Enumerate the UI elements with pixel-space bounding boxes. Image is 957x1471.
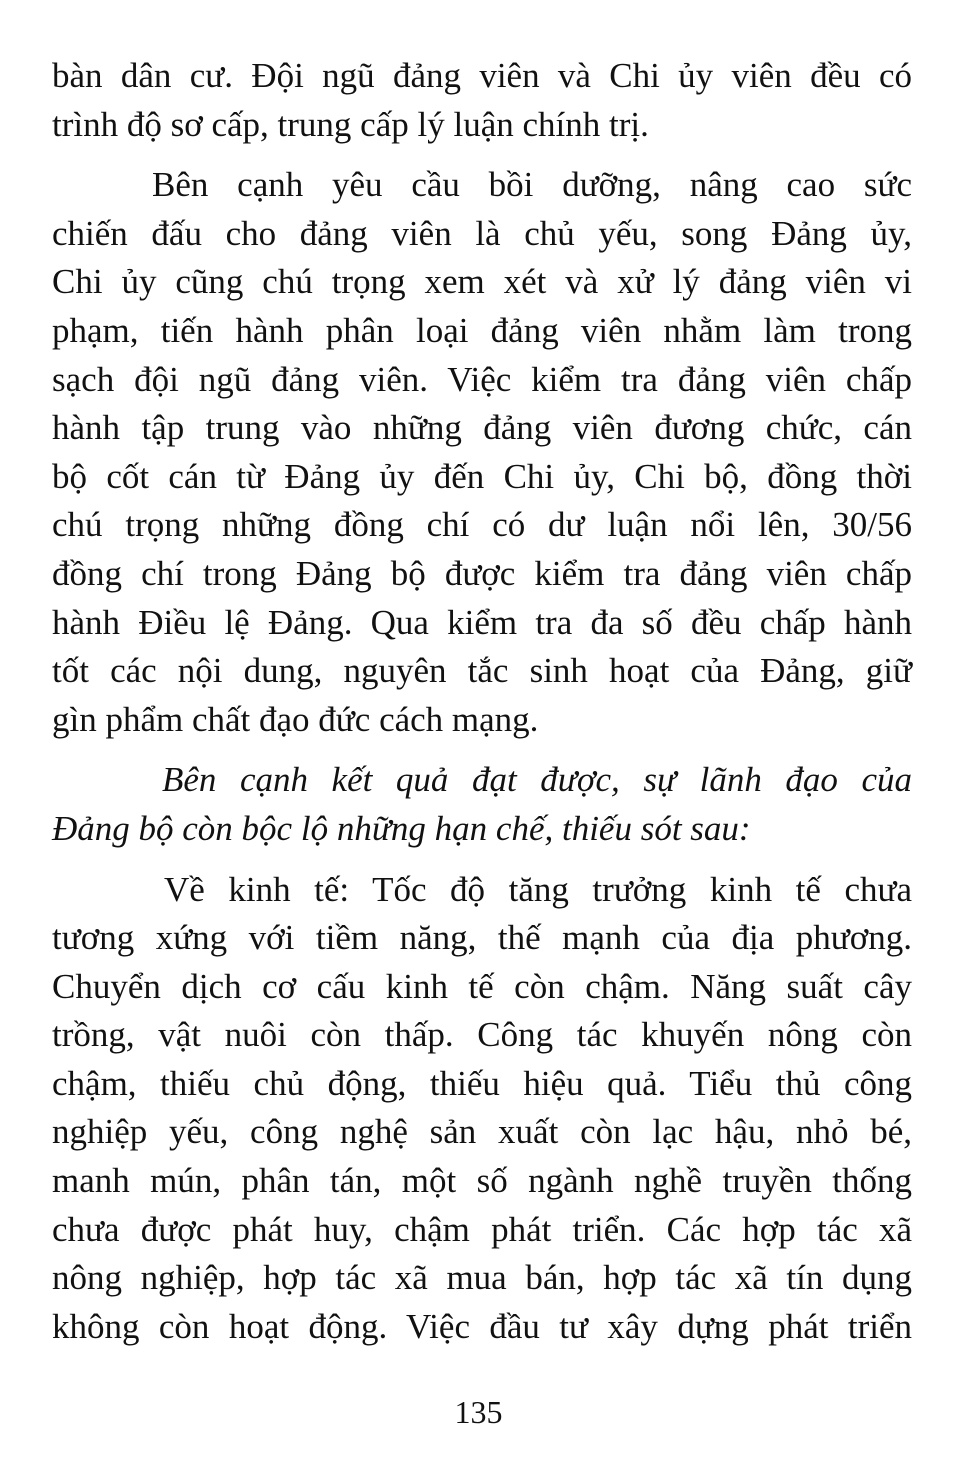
text-line: Chi ủy cũng chú trọng xem xét và xử lý đảng viên vi <box>52 262 912 302</box>
paragraph-3-italic <box>52 756 912 853</box>
text-line: bộ cốt cán từ Đảng ủy đến Chi ủy, Chi bộ, đồng thời <box>52 456 912 496</box>
text-line: tương xứng với tiềm năng, thế mạnh của địa phương. <box>52 918 912 958</box>
text-line: Chuyển dịch cơ cấu kinh tế còn chậm. Năng suất cây <box>52 966 912 1006</box>
text-line: nghiệp yếu, công nghệ sản xuất còn lạc hậu, nhỏ bé, <box>52 1112 912 1152</box>
paragraph-4 <box>52 866 912 1352</box>
body-text <box>52 52 912 1351</box>
text-line: hành Điều lệ Đảng. Qua kiểm tra đa số đều chấp hành <box>52 602 912 642</box>
page-number: 135 <box>454 1394 503 1430</box>
text-line: phạm, tiến hành phân loại đảng viên nhằm làm trong <box>52 310 912 350</box>
paragraph-1 <box>52 52 912 149</box>
text-line: hành tập trung vào những đảng viên đương chức, cán <box>52 408 912 448</box>
text-line: chưa được phát huy, chậm phát triển. Các hợp tác xã <box>52 1209 912 1249</box>
text-line: sạch đội ngũ đảng viên. Việc kiểm tra đảng viên chấp <box>52 359 912 399</box>
paragraph-2 <box>52 161 912 744</box>
text-line: đồng chí trong Đảng bộ được kiểm tra đảng viên chấp <box>52 553 912 593</box>
text-line: chiến đấu cho đảng viên là chủ yếu, song Đảng ủy, <box>52 213 912 253</box>
text-line: bàn dân cư. Đội ngũ đảng viên và Chi ủy viên đều có <box>52 56 912 95</box>
text-line: chú trọng những đồng chí có dư luận nổi lên, 30/56 <box>52 505 912 545</box>
text-line: trình độ sơ cấp, trung cấp lý luận chính trị. <box>52 104 649 144</box>
text-line: trồng, vật nuôi còn thấp. Công tác khuyến nông còn <box>52 1015 912 1055</box>
text-line: Bên cạnh yêu cầu bồi dưỡng, nâng cao sức <box>152 165 912 205</box>
text-line: chậm, thiếu chủ động, thiếu hiệu quả. Tiểu thủ công <box>52 1063 912 1103</box>
text-line: tốt các nội dung, nguyên tắc sinh hoạt của Đảng, giữ <box>52 651 912 691</box>
text-line: Đảng bộ còn bộc lộ những hạn chế, thiếu sót sau: <box>52 808 751 848</box>
text-line: Bên cạnh kết quả đạt được, sự lãnh đạo của <box>162 760 912 800</box>
text-line: nông nghiệp, hợp tác xã mua bán, hợp tác xã tín dụng <box>52 1258 912 1298</box>
text-line: manh mún, phân tán, một số ngành nghề truyền thống <box>52 1161 912 1201</box>
text-line: gìn phẩm chất đạo đức cách mạng. <box>52 699 539 739</box>
text-line: không còn hoạt động. Việc đầu tư xây dựng phát triển <box>52 1306 912 1346</box>
text-line: Về kinh tế: Tốc độ tăng trưởng kinh tế chưa <box>164 869 912 909</box>
